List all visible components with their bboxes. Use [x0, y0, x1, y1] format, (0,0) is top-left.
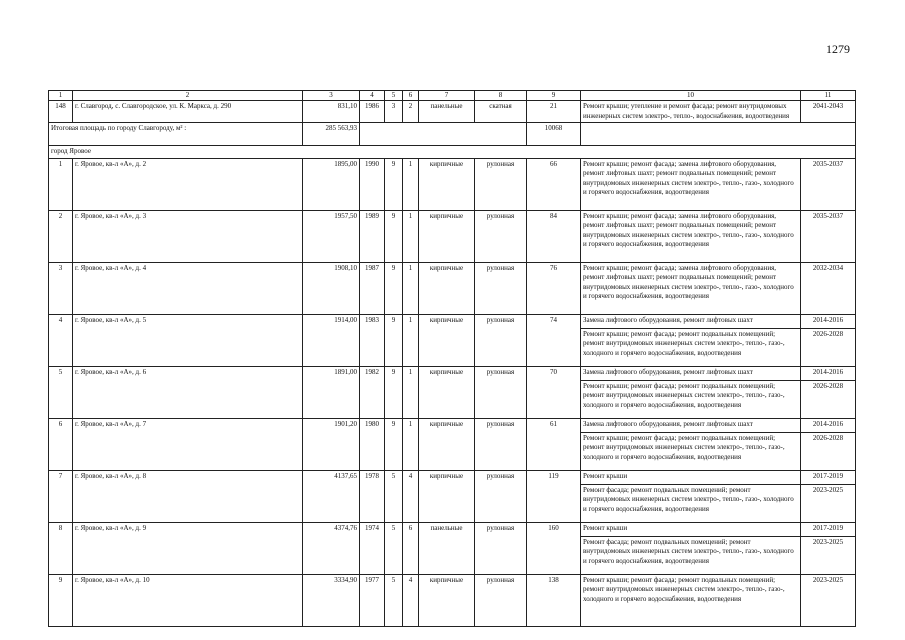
work-cell: Ремонт крыши; ремонт фасада; замена лифтового оборудования, ремонт лифтовых шахт; ремонт подвальных помещений; ремонт внутридомовых инженерных систем электро-, тепло-, газо-, холодного и горячего водоснабжения, водоотведения [581, 158, 801, 210]
period-cell: 2014-2016 [801, 314, 856, 328]
area-cell: 1914,00 [303, 314, 360, 366]
roof-type-cell: рулонная [475, 470, 527, 522]
period-cell: 2017-2019 [801, 522, 856, 536]
work-cell: Замена лифтового оборудования, ремонт лифтовых шахт [581, 314, 801, 328]
period-cell: 2023-2025 [801, 574, 856, 626]
year-cell: 1977 [360, 574, 385, 626]
period-cell: 2014-2016 [801, 366, 856, 380]
floors-cell: 9 [385, 158, 403, 210]
residents-cell: 138 [527, 574, 581, 626]
roof-type-cell: рулонная [475, 574, 527, 626]
area-cell: 1901,20 [303, 418, 360, 470]
residents-cell: 61 [527, 418, 581, 470]
period-cell: 2023-2025 [801, 484, 856, 522]
residents-cell: 21 [527, 101, 581, 123]
table-row [49, 101, 856, 123]
table-body [49, 91, 856, 627]
column-number: 7 [419, 91, 475, 101]
work-cell: Ремонт крыши; ремонт фасада; ремонт подвальных помещений; ремонт внутридомовых инженерных систем электро-, тепло-, газо-, холодного и горячего водоснабжения, водоотведения [581, 380, 801, 418]
period-cell: 2035-2037 [801, 210, 856, 262]
column-number: 5 [385, 91, 403, 101]
table-row [49, 366, 856, 380]
period-cell: 2014-2016 [801, 418, 856, 432]
page-number: 1279 [826, 42, 850, 56]
area-cell: 4137,65 [303, 470, 360, 522]
table-row [49, 574, 856, 626]
work-cell: Ремонт крыши; ремонт фасада; замена лифтового оборудования, ремонт лифтовых шахт; ремонт подвальных помещений; ремонт внутридомовых инженерных систем электро-, тепло-, газо-, холодного и горячего водоснабжения, водоотведения [581, 210, 801, 262]
year-cell: 1978 [360, 470, 385, 522]
address-cell: г. Яровое, кв-л «А», д. 3 [73, 210, 303, 262]
work-cell: Замена лифтового оборудования, ремонт лифтовых шахт [581, 366, 801, 380]
address-cell: г. Славгород, с. Славгородское, ул. К. Маркса, д. 290 [73, 101, 303, 123]
table-row [49, 314, 856, 328]
period-cell: 2017-2019 [801, 470, 856, 484]
floors-cell: 9 [385, 366, 403, 418]
column-number: 6 [403, 91, 419, 101]
period-cell: 2026-2028 [801, 380, 856, 418]
address-cell: г. Яровое, кв-л «А», д. 9 [73, 522, 303, 574]
floors-cell: 9 [385, 314, 403, 366]
row-number: 8 [49, 522, 73, 574]
column-number: 3 [303, 91, 360, 101]
year-cell: 1990 [360, 158, 385, 210]
floors-cell: 5 [385, 470, 403, 522]
roof-type-cell: рулонная [475, 314, 527, 366]
year-cell: 1980 [360, 418, 385, 470]
address-cell: г. Яровое, кв-л «А», д. 10 [73, 574, 303, 626]
address-cell: г. Яровое, кв-л «А», д. 6 [73, 366, 303, 418]
column-number: 10 [581, 91, 801, 101]
year-cell: 1982 [360, 366, 385, 418]
year-cell: 1987 [360, 262, 385, 314]
residents-cell: 66 [527, 158, 581, 210]
roof-type-cell: рулонная [475, 522, 527, 574]
area-cell: 1891,00 [303, 366, 360, 418]
floors-cell: 9 [385, 262, 403, 314]
column-number: 1 [49, 91, 73, 101]
row-number: 4 [49, 314, 73, 366]
row-number: 148 [49, 101, 73, 123]
work-cell: Замена лифтового оборудования, ремонт лифтовых шахт [581, 418, 801, 432]
row-number: 7 [49, 470, 73, 522]
address-cell: г. Яровое, кв-л «А», д. 5 [73, 314, 303, 366]
roof-type-cell: рулонная [475, 210, 527, 262]
address-cell: г. Яровое, кв-л «А», д. 7 [73, 418, 303, 470]
wall-material-cell: кирпичные [419, 418, 475, 470]
roof-type-cell: рулонная [475, 366, 527, 418]
period-cell: 2032-2034 [801, 262, 856, 314]
table-row [49, 470, 856, 484]
area-cell: 1895,00 [303, 158, 360, 210]
repair-register-table [48, 90, 856, 627]
wall-material-cell: кирпичные [419, 366, 475, 418]
entrances-cell: 1 [403, 262, 419, 314]
wall-material-cell: кирпичные [419, 158, 475, 210]
residents-cell: 70 [527, 366, 581, 418]
wall-material-cell: кирпичные [419, 314, 475, 366]
entrances-cell: 1 [403, 210, 419, 262]
residents-cell: 84 [527, 210, 581, 262]
period-cell: 2026-2028 [801, 328, 856, 366]
table-row [49, 522, 856, 536]
work-cell: Ремонт крыши; утепление и ремонт фасада; ремонт внутридомовых инженерных систем электро-, тепло-, водоснабжения, водоотведения [581, 101, 801, 123]
roof-type-cell: скатная [475, 101, 527, 123]
entrances-cell: 1 [403, 366, 419, 418]
floors-cell: 5 [385, 574, 403, 626]
row-number: 2 [49, 210, 73, 262]
total-residents: 10068 [527, 123, 581, 146]
total-row [49, 123, 856, 146]
entrances-cell: 1 [403, 158, 419, 210]
total-spacer [581, 123, 856, 146]
entrances-cell: 1 [403, 314, 419, 366]
address-cell: г. Яровое, кв-л «А», д. 4 [73, 262, 303, 314]
row-number: 5 [49, 366, 73, 418]
floors-cell: 5 [385, 522, 403, 574]
year-cell: 1974 [360, 522, 385, 574]
table-row [49, 210, 856, 262]
address-cell: г. Яровое, кв-л «А», д. 2 [73, 158, 303, 210]
floors-cell: 3 [385, 101, 403, 123]
row-number: 3 [49, 262, 73, 314]
entrances-cell: 2 [403, 101, 419, 123]
wall-material-cell: панельные [419, 522, 475, 574]
area-cell: 4374,76 [303, 522, 360, 574]
year-cell: 1989 [360, 210, 385, 262]
wall-material-cell: кирпичные [419, 574, 475, 626]
city-heading: город Яровое [49, 146, 856, 158]
address-cell: г. Яровое, кв-л «А», д. 8 [73, 470, 303, 522]
work-cell: Ремонт крыши; ремонт фасада; ремонт подвальных помещений; ремонт внутридомовых инженерных систем электро-, тепло-, газо-, холодного и горячего водоснабжения, водоотведения [581, 432, 801, 470]
column-number: 11 [801, 91, 856, 101]
period-cell: 2026-2028 [801, 432, 856, 470]
column-number: 2 [73, 91, 303, 101]
period-cell: 2041-2043 [801, 101, 856, 123]
floors-cell: 9 [385, 210, 403, 262]
roof-type-cell: рулонная [475, 158, 527, 210]
column-number: 4 [360, 91, 385, 101]
entrances-cell: 4 [403, 574, 419, 626]
residents-cell: 74 [527, 314, 581, 366]
work-cell: Ремонт крыши [581, 522, 801, 536]
work-cell: Ремонт крыши; ремонт фасада; ремонт подвальных помещений; ремонт внутридомовых инженерных систем электро-, тепло-, газо-, холодного и горячего водоснабжения, водоотведения [581, 328, 801, 366]
roof-type-cell: рулонная [475, 418, 527, 470]
residents-cell: 76 [527, 262, 581, 314]
wall-material-cell: кирпичные [419, 262, 475, 314]
entrances-cell: 6 [403, 522, 419, 574]
wall-material-cell: панельные [419, 101, 475, 123]
period-cell: 2023-2025 [801, 536, 856, 574]
roof-type-cell: рулонная [475, 262, 527, 314]
row-number: 9 [49, 574, 73, 626]
work-cell: Ремонт фасада; ремонт подвальных помещений; ремонт внутридомовых инженерных систем электро-, тепло-, газо-, холодного и горячего водоснабжения, водоотведения [581, 536, 801, 574]
table-row [49, 262, 856, 314]
period-cell: 2035-2037 [801, 158, 856, 210]
wall-material-cell: кирпичные [419, 210, 475, 262]
column-number: 8 [475, 91, 527, 101]
wall-material-cell: кирпичные [419, 470, 475, 522]
area-cell: 3334,90 [303, 574, 360, 626]
work-cell: Ремонт крыши; ремонт фасада; замена лифтового оборудования, ремонт лифтовых шахт; ремонт подвальных помещений; ремонт внутридомовых инженерных систем электро-, тепло-, газо-, холодного и горячего водоснабжения, водоотведения [581, 262, 801, 314]
floors-cell: 9 [385, 418, 403, 470]
entrances-cell: 1 [403, 418, 419, 470]
column-number: 9 [527, 91, 581, 101]
row-number: 1 [49, 158, 73, 210]
area-cell: 1908,10 [303, 262, 360, 314]
total-spacer [360, 123, 527, 146]
residents-cell: 160 [527, 522, 581, 574]
table-row [49, 418, 856, 432]
total-area: 285 563,93 [303, 123, 360, 146]
work-cell: Ремонт фасада; ремонт подвальных помещений; ремонт внутридомовых инженерных систем электро-, тепло-, газо-, холодного и горячего водоснабжения, водоотведения [581, 484, 801, 522]
area-cell: 831,10 [303, 101, 360, 123]
year-cell: 1983 [360, 314, 385, 366]
table-row [49, 158, 856, 210]
total-label: Итоговая площадь по городу Славгороду, м² : [49, 123, 303, 146]
city-row [49, 146, 856, 158]
row-number: 6 [49, 418, 73, 470]
work-cell: Ремонт крыши; ремонт фасада; ремонт подвальных помещений; ремонт внутридомовых инженерных систем электро-, тепло-, газо-, холодного и горячего водоснабжения, водоотведения [581, 574, 801, 626]
work-cell: Ремонт крыши [581, 470, 801, 484]
column-number-row [49, 91, 856, 101]
residents-cell: 119 [527, 470, 581, 522]
year-cell: 1986 [360, 101, 385, 123]
area-cell: 1957,50 [303, 210, 360, 262]
entrances-cell: 4 [403, 470, 419, 522]
